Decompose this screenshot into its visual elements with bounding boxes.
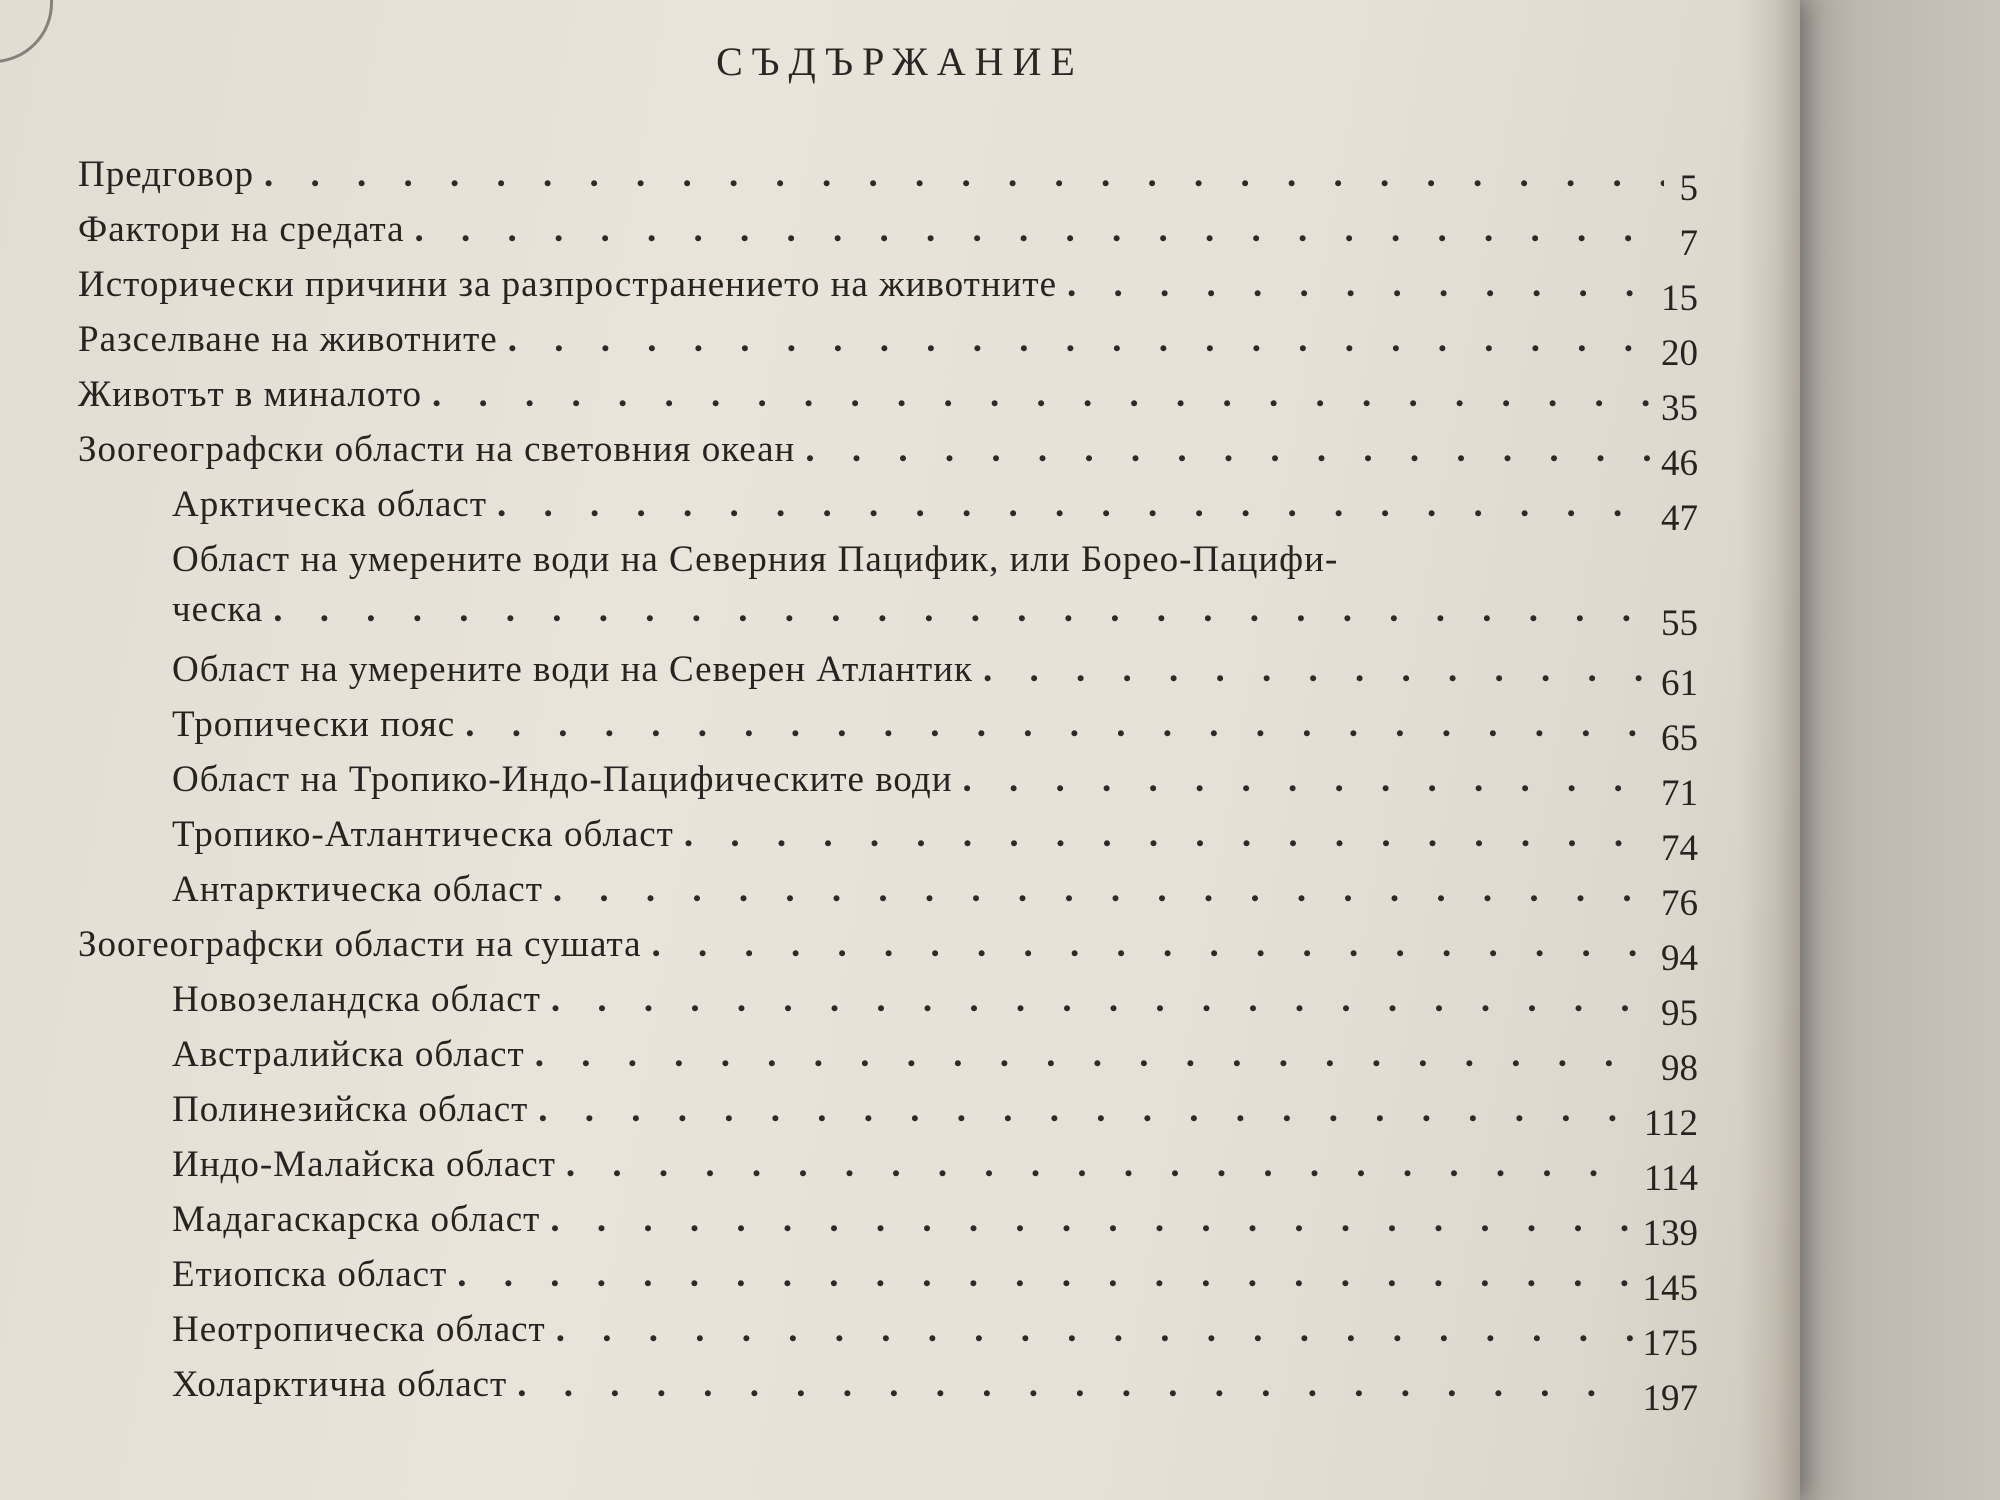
toc-entry [78, 315, 1698, 374]
toc-entry-title: Зоогеографски области на световния океан [78, 429, 796, 470]
toc-subentry [78, 645, 1698, 704]
toc-page-number: 76 [1661, 883, 1698, 924]
toc-entry [78, 260, 1698, 319]
toc-entry-title: Разселване на животните [78, 319, 498, 360]
toc-subentry [78, 1305, 1698, 1364]
toc-entry-title: Холарктична област [172, 1364, 508, 1405]
toc-subentry [78, 1360, 1698, 1419]
toc-page-number: 61 [1661, 663, 1698, 704]
toc-subentry [78, 480, 1698, 539]
toc-entry-title: Австралийска област [172, 1034, 525, 1075]
dot-leader [983, 645, 1651, 695]
dot-leader [465, 700, 1651, 750]
toc-page-number: 197 [1642, 1378, 1698, 1419]
toc-entry-title: Етиопска област [172, 1254, 448, 1295]
dot-leader [517, 1360, 1632, 1410]
toc-page-number: 112 [1643, 1103, 1698, 1144]
toc-entry-title: Предговор [78, 154, 254, 195]
toc-entry-title: Мадагаскарска област [172, 1199, 541, 1240]
toc-entry [78, 370, 1698, 429]
dot-leader [497, 480, 1651, 530]
dot-leader [556, 1305, 1633, 1355]
toc-page-number: 35 [1661, 388, 1698, 429]
toc-page-number: 175 [1642, 1323, 1698, 1364]
dot-leader [538, 1085, 1634, 1135]
toc-page-number: 71 [1661, 773, 1698, 814]
toc-entry-title: Зоогеографски области на сушата [78, 924, 642, 965]
dot-leader [805, 425, 1651, 475]
toc-page-number: 145 [1642, 1268, 1698, 1309]
dot-leader [264, 150, 1664, 200]
toc-subentry [78, 1030, 1698, 1089]
toc-page-number: 95 [1661, 993, 1698, 1034]
toc-entry-title-line2: ческа [172, 589, 264, 630]
dot-leader [566, 1140, 1634, 1190]
toc-subentry [78, 1085, 1698, 1144]
toc-subentry [78, 1140, 1698, 1199]
toc-entry-title: Животът в миналото [78, 374, 423, 415]
desk-surface [1800, 0, 2000, 1500]
toc-subentry [78, 865, 1698, 924]
toc-subentry [78, 810, 1698, 869]
toc-entry-title: Фактори на средата [78, 209, 405, 250]
dot-leader [535, 1030, 1651, 1080]
toc-entry-preface [78, 150, 1698, 209]
toc-entry-title: Исторически причини за разпространението на животните [78, 264, 1058, 305]
dot-leader [508, 315, 1651, 365]
toc-page-number: 7 [1679, 223, 1698, 264]
toc-page-number: 47 [1661, 498, 1698, 539]
table-of-contents [78, 150, 1698, 1419]
toc-subentry [78, 975, 1698, 1034]
toc-entry [78, 920, 1698, 979]
toc-entry-title: Неотропическа област [172, 1309, 546, 1350]
dot-leader [963, 755, 1652, 805]
toc-page-number: 94 [1661, 938, 1698, 979]
dot-leader [415, 205, 1667, 255]
toc-entry-title-line1: Област на умерените води на Северния Пацифик, или Борео-Пацифи- [172, 539, 1339, 580]
dot-leader [684, 810, 1651, 860]
dot-leader [432, 370, 1651, 420]
toc-page-number: 55 [1661, 603, 1698, 644]
dot-leader [457, 1250, 1632, 1300]
toc-page-number: 114 [1643, 1158, 1698, 1199]
toc-entry-title: Полинезийска област [172, 1089, 529, 1130]
dot-leader [1067, 260, 1651, 310]
dot-leader [550, 1195, 1632, 1245]
toc-entry-title: Тропически пояс [172, 704, 456, 745]
dot-leader [273, 585, 1651, 635]
toc-page-number: 46 [1661, 443, 1698, 484]
page-title: СЪДЪРЖАНИЕ [716, 39, 1084, 84]
toc-entry-title: Област на Тропико-Индо-Пацифическите води [172, 759, 953, 800]
toc-page-number: 65 [1661, 718, 1698, 759]
toc-subentry [78, 1195, 1698, 1254]
toc-subentry [78, 755, 1698, 814]
dot-leader [652, 920, 1651, 970]
toc-page-number: 98 [1661, 1048, 1698, 1089]
toc-entry-title: Област на умерените води на Северен Атлантик [172, 649, 974, 690]
toc-entry-title: Антарктическа област [172, 869, 543, 910]
dot-leader [553, 865, 1651, 915]
toc-entry-title: Тропико-Атлантическа област [172, 814, 674, 855]
toc-page-number: 74 [1661, 828, 1698, 869]
toc-subentry [78, 700, 1698, 759]
toc-entry [78, 205, 1698, 264]
toc-entry-title: Новозеландска област [172, 979, 541, 1020]
toc-entry [78, 425, 1698, 484]
dot-leader [551, 975, 1651, 1025]
toc-page-number: 139 [1642, 1213, 1698, 1254]
toc-subentry [78, 535, 1698, 645]
toc-subentry [78, 1250, 1698, 1309]
page-edge-shadow [1740, 0, 1800, 1500]
toc-entry-title: Арктическа област [172, 484, 488, 525]
toc-page-number: 15 [1661, 278, 1698, 319]
toc-page-number: 20 [1661, 333, 1698, 374]
toc-entry-title: Индо-Малайска област [172, 1144, 556, 1185]
toc-page-number: 5 [1679, 168, 1698, 209]
